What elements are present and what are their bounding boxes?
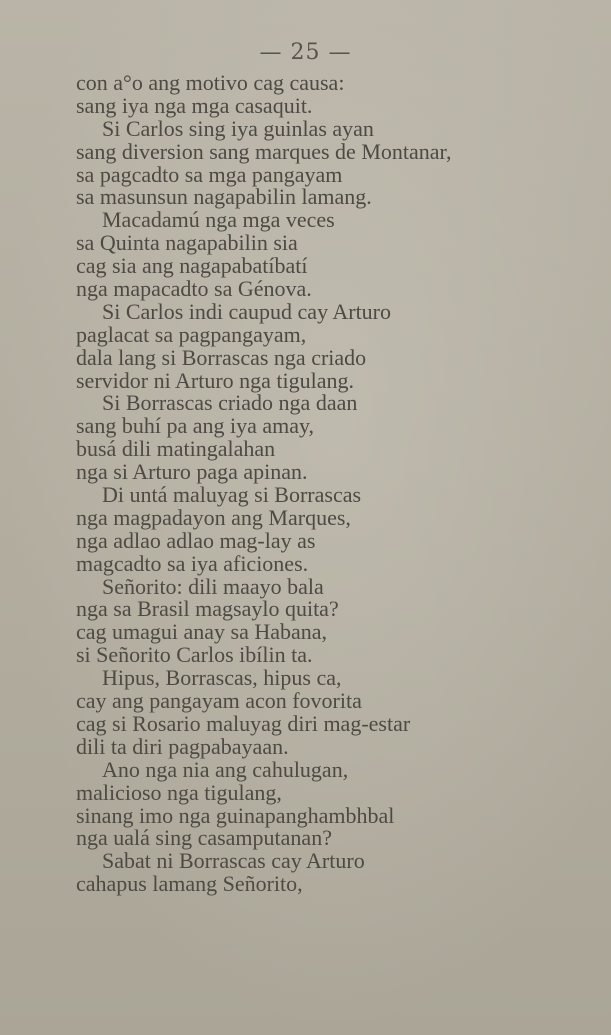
verse-line: sang iya nga mga casaquit. xyxy=(76,92,313,118)
verse-line: sinang imo nga guinapanghambhbal xyxy=(76,802,395,828)
verse-line: nga magpadayon ang Marques, xyxy=(76,504,351,530)
verse-line: dala lang si Borrascas nga criado xyxy=(76,344,367,370)
verse-line: sa masunsun nagapabilin lamang. xyxy=(76,184,372,210)
verse-line: cay ang pangayam acon fovorita xyxy=(76,688,362,714)
verse-line: Di untá maluyag si Borrascas xyxy=(102,482,362,508)
verse-line: Sabat ni Borrascas cay Arturo xyxy=(102,848,365,874)
page-number: — 25 — xyxy=(259,40,352,65)
verse-line: servidor ni Arturo nga tigulang. xyxy=(76,367,355,393)
verse-line: Si Carlos sing iya guinlas ayan xyxy=(102,115,374,141)
verse-line: nga si Arturo paga apinan. xyxy=(76,459,308,485)
verse-line: cahapus lamang Señorito, xyxy=(76,871,303,897)
verse-line: Hipus, Borrascas, hipus ca, xyxy=(102,665,342,691)
verse-line: paglacat sa pagpangayam, xyxy=(76,321,307,347)
poem-text-block xyxy=(76,72,556,896)
verse-line: sang buhí pa ang iya amay, xyxy=(76,413,315,439)
verse-line: Si Carlos indi caupud cay Arturo xyxy=(102,298,392,324)
verse-line: busá dili matingalahan xyxy=(76,436,276,462)
verse-line: Macadamú nga mga veces xyxy=(102,207,335,233)
verse-line: cag si Rosario maluyag diri mag-estar xyxy=(76,710,411,736)
verse-line: nga ualá sing casamputanan? xyxy=(76,825,332,851)
verse-line: dili ta diri pagpabayaan. xyxy=(76,733,289,759)
verse-line: sa pagcadto sa mga pangayam xyxy=(76,161,343,187)
verse-line: si Señorito Carlos ibílin ta. xyxy=(76,642,313,668)
verse-line: malicioso nga tigulang, xyxy=(76,779,282,805)
verse-line: con a°o ang motivo cag causa: xyxy=(76,70,345,95)
verse-line: sa Quinta nagapabilin sia xyxy=(76,230,298,256)
verse-line: cag umagui anay sa Habana, xyxy=(76,619,328,645)
verse-line: nga mapacadto sa Génova. xyxy=(76,276,312,302)
verse-line: Señorito: dili maayo bala xyxy=(102,573,324,599)
verse-line: magcadto sa iya aficiones. xyxy=(76,550,309,576)
verse-line: sang diversion sang marques de Montanar, xyxy=(76,138,452,164)
verse-line: nga sa Brasil magsaylo quita? xyxy=(76,596,339,622)
verse-line: cag sia ang nagapabatíbatí xyxy=(76,253,308,279)
verse-line: Si Borrascas criado nga daan xyxy=(102,390,358,416)
verse-line: Ano nga nia ang cahulugan, xyxy=(102,756,349,782)
verse-line: nga adlao adlao mag-lay as xyxy=(76,527,316,553)
